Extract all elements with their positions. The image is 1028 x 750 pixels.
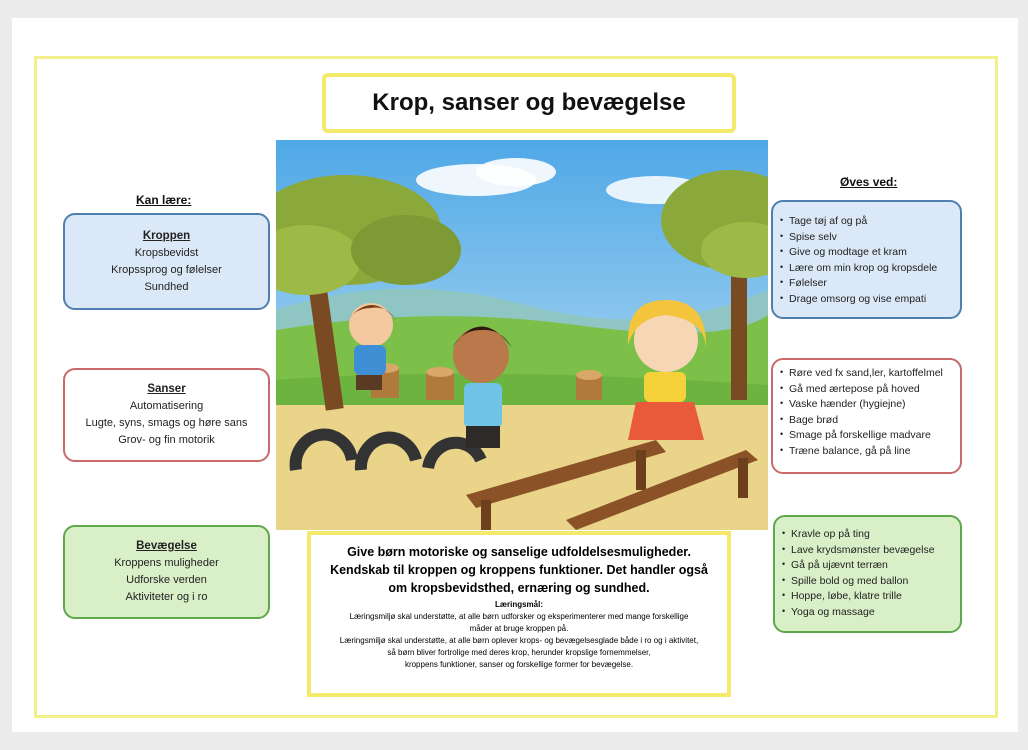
box-line: Udforske verden: [126, 574, 207, 586]
box-line: Sundhed: [144, 280, 189, 293]
box-line: Grov- og fin motorik: [118, 434, 215, 446]
goal-line: så børn bliver fortrolige med deres krop, herunder kropslige fornemmelser,: [387, 648, 651, 657]
box-body-activities: [771, 200, 962, 319]
box-line: Automatisering: [129, 400, 204, 412]
goal-line: Læringsmiljø skal understøtte, at alle børn oplever krops- og bevægelsesglade både i ro og i aktivitet,: [339, 636, 699, 645]
headline-line: om kropsbevidsthed, ernæring og sundhed.: [388, 581, 650, 595]
box-heading: Sanser: [147, 383, 186, 395]
goal-label: Læringsmål:: [494, 600, 543, 609]
box-movement-activities: [773, 515, 962, 633]
left-heading: Kan lære:: [136, 193, 192, 207]
box-kroppen: [63, 213, 270, 310]
list-item: • Bage brød: [789, 413, 960, 429]
box-sense-activities: [771, 358, 962, 474]
goal-line: måder at bruge kroppen på.: [469, 624, 569, 633]
box-heading: Bevægelse: [136, 540, 197, 552]
list-item: • Tage tøj af og på: [789, 214, 960, 230]
box-line: Kropssprog og følelser: [111, 263, 222, 276]
box-line: Lugte, syns, smags og høre sans: [85, 417, 248, 429]
list-item: • Yoga og massage: [791, 605, 960, 621]
box-sanser: [63, 368, 270, 462]
list-item: • Hoppe, løbe, klatre trille: [791, 589, 960, 605]
box-line: Kroppens muligheder: [114, 557, 219, 569]
list-item: • Lære om min krop og kropsdele: [789, 261, 960, 277]
list-item: • Lave krydsmønster bevægelse: [791, 543, 960, 559]
list-item: • Gå med ærtepose på hoved: [789, 382, 960, 398]
learning-goals-box: [307, 531, 731, 697]
list-item: • Træne balance, gå på line: [789, 444, 960, 460]
right-heading: Øves ved:: [840, 175, 898, 189]
page-title: Krop, sanser og bevægelse: [372, 89, 686, 116]
box-line: Kropsbevidst: [134, 246, 199, 259]
list-item: • Spille bold og med ballon: [791, 574, 960, 590]
box-bevaegelse: [63, 525, 270, 619]
playground-illustration: [276, 140, 768, 530]
list-item: • Spise selv: [789, 230, 960, 246]
list-item: • Drage omsorg og vise empati: [789, 292, 960, 308]
headline-line: Kendskab til kroppen og kroppens funktioner. Det handler også: [330, 563, 708, 577]
list-item: • Give og modtage et kram: [789, 245, 960, 261]
playground-scene-image: [276, 140, 768, 530]
list-item: • Smage på forskellige madvare: [789, 428, 960, 444]
box-heading: Kroppen: [142, 229, 191, 242]
box-line: Aktiviteter og i ro: [125, 591, 208, 603]
goal-line: kroppens funktioner, sanser og forskellige former for bevægelse.: [404, 660, 634, 669]
headline-line: Give børn motoriske og sanselige udfoldelsesmuligheder.: [347, 545, 691, 559]
goal-line: Læringsmiljø skal understøtte, at alle børn udforsker og eksperimenterer med mange forskellige: [349, 612, 689, 621]
list-item: • Kravle op på ting: [791, 527, 960, 543]
list-item: • Gå på ujævnt terræn: [791, 558, 960, 574]
list-item: • Vaske hænder (hygiejne): [789, 397, 960, 413]
title-box: [322, 73, 736, 133]
list-item: • Følelser: [789, 276, 960, 292]
list-item: • Røre ved fx sand,ler, kartoffelmel: [789, 366, 960, 382]
